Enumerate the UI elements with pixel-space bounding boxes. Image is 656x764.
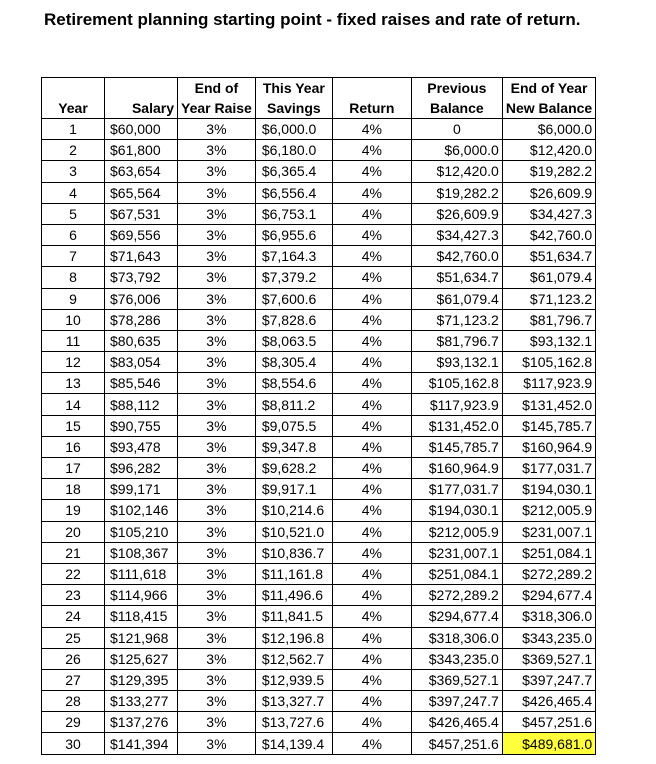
cell-year: 23 (42, 585, 105, 606)
cell-previous-balance: $231,007.1 (411, 542, 502, 563)
cell-return: 4% (332, 521, 411, 542)
cell-raise: 3% (178, 500, 256, 521)
cell-return: 4% (332, 330, 411, 351)
table-row (42, 479, 596, 500)
cell-year: 13 (42, 373, 105, 394)
cell-salary: $63,654 (105, 161, 178, 182)
cell-return: 4% (332, 373, 411, 394)
cell-new-balance: $117,923.9 (502, 373, 595, 394)
cell-year: 12 (42, 352, 105, 373)
cell-return: 4% (332, 224, 411, 245)
cell-new-balance: $177,031.7 (502, 458, 595, 479)
cell-year: 5 (42, 203, 105, 224)
cell-new-balance: $212,005.9 (502, 500, 595, 521)
cell-new-balance: $251,084.1 (502, 542, 595, 563)
cell-return: 4% (332, 627, 411, 648)
cell-raise: 3% (178, 267, 256, 288)
table-row (42, 733, 596, 754)
cell-salary: $108,367 (105, 542, 178, 563)
cell-year: 2 (42, 140, 105, 161)
cell-raise: 3% (178, 458, 256, 479)
header-year-line1 (42, 78, 105, 99)
cell-salary: $78,286 (105, 309, 178, 330)
cell-new-balance: $34,427.3 (502, 203, 595, 224)
cell-return: 4% (332, 309, 411, 330)
cell-previous-balance: $26,609.9 (411, 203, 502, 224)
cell-raise: 3% (178, 182, 256, 203)
cell-salary: $129,395 (105, 669, 178, 690)
table-row (42, 119, 596, 140)
cell-salary: $71,643 (105, 246, 178, 267)
cell-raise: 3% (178, 394, 256, 415)
cell-previous-balance: $12,420.0 (411, 161, 502, 182)
table-row (42, 627, 596, 648)
cell-raise: 3% (178, 161, 256, 182)
cell-savings: $6,000.0 (255, 119, 332, 140)
cell-previous-balance: $145,785.7 (411, 436, 502, 457)
cell-previous-balance: $397,247.7 (411, 691, 502, 712)
cell-raise: 3% (178, 140, 256, 161)
table-row (42, 352, 596, 373)
cell-year: 24 (42, 606, 105, 627)
table-row (42, 415, 596, 436)
cell-new-balance: $160,964.9 (502, 436, 595, 457)
table-row (42, 288, 596, 309)
table-row (42, 182, 596, 203)
cell-year: 1 (42, 119, 105, 140)
cell-savings: $6,556.4 (255, 182, 332, 203)
cell-new-balance: $231,007.1 (502, 521, 595, 542)
cell-return: 4% (332, 394, 411, 415)
cell-raise: 3% (178, 542, 256, 563)
cell-raise: 3% (178, 224, 256, 245)
cell-new-balance: $318,306.0 (502, 606, 595, 627)
cell-previous-balance: $105,162.8 (411, 373, 502, 394)
cell-savings: $9,628.2 (255, 458, 332, 479)
table-row (42, 203, 596, 224)
cell-return: 4% (332, 267, 411, 288)
table-body (42, 119, 596, 755)
cell-year: 27 (42, 669, 105, 690)
cell-year: 28 (42, 691, 105, 712)
header-savings-line1: This Year (255, 78, 332, 99)
cell-return: 4% (332, 140, 411, 161)
cell-savings: $13,327.7 (255, 691, 332, 712)
cell-previous-balance: $160,964.9 (411, 458, 502, 479)
cell-return: 4% (332, 606, 411, 627)
cell-salary: $69,556 (105, 224, 178, 245)
cell-previous-balance: $71,123.2 (411, 309, 502, 330)
cell-new-balance: $42,760.0 (502, 224, 595, 245)
cell-savings: $7,164.3 (255, 246, 332, 267)
cell-year: 29 (42, 712, 105, 733)
header-return-line1 (332, 78, 411, 99)
cell-raise: 3% (178, 203, 256, 224)
cell-previous-balance: $131,452.0 (411, 415, 502, 436)
cell-year: 11 (42, 330, 105, 351)
header-raise-line1: End of (178, 78, 256, 99)
cell-year: 17 (42, 458, 105, 479)
cell-salary: $85,546 (105, 373, 178, 394)
cell-raise: 3% (178, 436, 256, 457)
cell-raise: 3% (178, 712, 256, 733)
cell-previous-balance: $42,760.0 (411, 246, 502, 267)
cell-year: 6 (42, 224, 105, 245)
cell-raise: 3% (178, 330, 256, 351)
cell-savings: $6,365.4 (255, 161, 332, 182)
cell-raise: 3% (178, 479, 256, 500)
cell-return: 4% (332, 182, 411, 203)
cell-year: 18 (42, 479, 105, 500)
cell-raise: 3% (178, 669, 256, 690)
cell-salary: $61,800 (105, 140, 178, 161)
cell-salary: $114,966 (105, 585, 178, 606)
cell-previous-balance: $34,427.3 (411, 224, 502, 245)
cell-previous-balance: $81,796.7 (411, 330, 502, 351)
table-row (42, 563, 596, 584)
table-row (42, 330, 596, 351)
table-row (42, 309, 596, 330)
cell-salary: $102,146 (105, 500, 178, 521)
cell-return: 4% (332, 352, 411, 373)
cell-raise: 3% (178, 288, 256, 309)
cell-return: 4% (332, 691, 411, 712)
table-row (42, 606, 596, 627)
cell-savings: $9,917.1 (255, 479, 332, 500)
table-row (42, 140, 596, 161)
cell-savings: $7,828.6 (255, 309, 332, 330)
cell-salary: $105,210 (105, 521, 178, 542)
cell-salary: $67,531 (105, 203, 178, 224)
cell-salary: $80,635 (105, 330, 178, 351)
cell-savings: $12,939.5 (255, 669, 332, 690)
header-raise-line2: Year Raise (178, 98, 256, 119)
cell-previous-balance: $251,084.1 (411, 563, 502, 584)
header-return-line2: Return (332, 98, 411, 119)
cell-return: 4% (332, 415, 411, 436)
cell-previous-balance: $194,030.1 (411, 500, 502, 521)
cell-previous-balance: $117,923.9 (411, 394, 502, 415)
cell-year: 3 (42, 161, 105, 182)
cell-raise: 3% (178, 415, 256, 436)
cell-previous-balance: $177,031.7 (411, 479, 502, 500)
cell-raise: 3% (178, 309, 256, 330)
cell-savings: $6,180.0 (255, 140, 332, 161)
cell-raise: 3% (178, 521, 256, 542)
cell-new-balance: $457,251.6 (502, 712, 595, 733)
cell-new-balance: $93,132.1 (502, 330, 595, 351)
cell-year: 19 (42, 500, 105, 521)
cell-return: 4% (332, 733, 411, 754)
cell-savings: $11,161.8 (255, 563, 332, 584)
table-row (42, 500, 596, 521)
header-salary-line2: Salary (105, 98, 178, 119)
cell-salary: $111,618 (105, 563, 178, 584)
cell-new-balance: $343,235.0 (502, 627, 595, 648)
cell-year: 7 (42, 246, 105, 267)
cell-savings: $11,841.5 (255, 606, 332, 627)
table-row (42, 458, 596, 479)
cell-salary: $99,171 (105, 479, 178, 500)
header-year-line2: Year (42, 98, 105, 119)
cell-previous-balance: $6,000.0 (411, 140, 502, 161)
header-savings-line2: Savings (255, 98, 332, 119)
cell-return: 4% (332, 436, 411, 457)
cell-new-balance: $105,162.8 (502, 352, 595, 373)
cell-raise: 3% (178, 563, 256, 584)
cell-savings: $11,496.6 (255, 585, 332, 606)
table-row (42, 691, 596, 712)
cell-salary: $76,006 (105, 288, 178, 309)
header-previous-line2: Balance (411, 98, 502, 119)
cell-return: 4% (332, 563, 411, 584)
cell-new-balance: $426,465.4 (502, 691, 595, 712)
page-title: Retirement planning starting point - fixed raises and rate of return. (44, 10, 581, 29)
cell-previous-balance: $369,527.1 (411, 669, 502, 690)
cell-year: 10 (42, 309, 105, 330)
cell-salary: $88,112 (105, 394, 178, 415)
cell-raise: 3% (178, 606, 256, 627)
table-row (42, 246, 596, 267)
cell-savings: $10,521.0 (255, 521, 332, 542)
cell-year: 16 (42, 436, 105, 457)
header-end-line2: New Balance (502, 98, 595, 119)
retirement-table (41, 77, 596, 755)
cell-new-balance: $6,000.0 (502, 119, 595, 140)
cell-salary: $121,968 (105, 627, 178, 648)
cell-new-balance: $194,030.1 (502, 479, 595, 500)
cell-previous-balance: $51,634.7 (411, 267, 502, 288)
cell-previous-balance: $19,282.2 (411, 182, 502, 203)
cell-salary: $93,478 (105, 436, 178, 457)
cell-new-balance: $61,079.4 (502, 267, 595, 288)
cell-raise: 3% (178, 119, 256, 140)
cell-year: 9 (42, 288, 105, 309)
cell-new-balance: $294,677.4 (502, 585, 595, 606)
cell-raise: 3% (178, 585, 256, 606)
cell-return: 4% (332, 119, 411, 140)
cell-year: 30 (42, 733, 105, 754)
cell-raise: 3% (178, 246, 256, 267)
cell-return: 4% (332, 669, 411, 690)
table-row (42, 521, 596, 542)
cell-savings: $10,214.6 (255, 500, 332, 521)
cell-savings: $8,063.5 (255, 330, 332, 351)
table-row (42, 267, 596, 288)
table-row (42, 436, 596, 457)
table-row (42, 224, 596, 245)
cell-raise: 3% (178, 627, 256, 648)
cell-savings: $12,562.7 (255, 648, 332, 669)
cell-return: 4% (332, 161, 411, 182)
table-row (42, 542, 596, 563)
header-salary-line1 (105, 78, 178, 99)
cell-salary: $83,054 (105, 352, 178, 373)
table-row (42, 373, 596, 394)
header-end-line1: End of Year (502, 78, 595, 99)
cell-previous-balance: $272,289.2 (411, 585, 502, 606)
cell-new-balance: $71,123.2 (502, 288, 595, 309)
cell-return: 4% (332, 500, 411, 521)
cell-raise: 3% (178, 648, 256, 669)
cell-return: 4% (332, 288, 411, 309)
cell-salary: $73,792 (105, 267, 178, 288)
cell-year: 8 (42, 267, 105, 288)
cell-savings: $14,139.4 (255, 733, 332, 754)
cell-savings: $6,753.1 (255, 203, 332, 224)
cell-savings: $7,600.6 (255, 288, 332, 309)
cell-raise: 3% (178, 733, 256, 754)
cell-previous-balance: $294,677.4 (411, 606, 502, 627)
cell-new-balance: $26,609.9 (502, 182, 595, 203)
cell-new-balance: $489,681.0 (502, 733, 595, 754)
cell-previous-balance: 0 (411, 119, 502, 140)
cell-salary: $133,277 (105, 691, 178, 712)
cell-year: 22 (42, 563, 105, 584)
cell-previous-balance: $212,005.9 (411, 521, 502, 542)
cell-year: 21 (42, 542, 105, 563)
cell-return: 4% (332, 648, 411, 669)
cell-previous-balance: $343,235.0 (411, 648, 502, 669)
cell-previous-balance: $93,132.1 (411, 352, 502, 373)
cell-year: 25 (42, 627, 105, 648)
cell-savings: $9,347.8 (255, 436, 332, 457)
cell-salary: $60,000 (105, 119, 178, 140)
cell-raise: 3% (178, 691, 256, 712)
cell-salary: $90,755 (105, 415, 178, 436)
cell-savings: $10,836.7 (255, 542, 332, 563)
cell-new-balance: $272,289.2 (502, 563, 595, 584)
table-row (42, 161, 596, 182)
cell-previous-balance: $61,079.4 (411, 288, 502, 309)
cell-raise: 3% (178, 373, 256, 394)
cell-new-balance: $19,282.2 (502, 161, 595, 182)
cell-new-balance: $51,634.7 (502, 246, 595, 267)
cell-year: 15 (42, 415, 105, 436)
cell-new-balance: $131,452.0 (502, 394, 595, 415)
cell-salary: $125,627 (105, 648, 178, 669)
cell-return: 4% (332, 458, 411, 479)
table-row (42, 394, 596, 415)
cell-new-balance: $81,796.7 (502, 309, 595, 330)
cell-return: 4% (332, 246, 411, 267)
cell-salary: $137,276 (105, 712, 178, 733)
cell-savings: $7,379.2 (255, 267, 332, 288)
cell-savings: $9,075.5 (255, 415, 332, 436)
cell-salary: $65,564 (105, 182, 178, 203)
cell-previous-balance: $457,251.6 (411, 733, 502, 754)
cell-previous-balance: $318,306.0 (411, 627, 502, 648)
cell-savings: $8,811.2 (255, 394, 332, 415)
cell-return: 4% (332, 542, 411, 563)
header-previous-line1: Previous (411, 78, 502, 99)
cell-raise: 3% (178, 352, 256, 373)
cell-year: 14 (42, 394, 105, 415)
cell-new-balance: $397,247.7 (502, 669, 595, 690)
cell-savings: $6,955.6 (255, 224, 332, 245)
header-row-2 (42, 98, 596, 119)
cell-salary: $141,394 (105, 733, 178, 754)
cell-savings: $12,196.8 (255, 627, 332, 648)
table-row (42, 669, 596, 690)
header-row-1 (42, 78, 596, 99)
cell-savings: $8,305.4 (255, 352, 332, 373)
cell-year: 4 (42, 182, 105, 203)
cell-new-balance: $145,785.7 (502, 415, 595, 436)
table-row (42, 712, 596, 733)
cell-return: 4% (332, 712, 411, 733)
cell-return: 4% (332, 203, 411, 224)
cell-return: 4% (332, 585, 411, 606)
cell-return: 4% (332, 479, 411, 500)
cell-savings: $8,554.6 (255, 373, 332, 394)
cell-year: 26 (42, 648, 105, 669)
table-row (42, 585, 596, 606)
cell-salary: $96,282 (105, 458, 178, 479)
cell-new-balance: $12,420.0 (502, 140, 595, 161)
table-row (42, 648, 596, 669)
cell-year: 20 (42, 521, 105, 542)
cell-salary: $118,415 (105, 606, 178, 627)
cell-savings: $13,727.6 (255, 712, 332, 733)
cell-previous-balance: $426,465.4 (411, 712, 502, 733)
cell-new-balance: $369,527.1 (502, 648, 595, 669)
